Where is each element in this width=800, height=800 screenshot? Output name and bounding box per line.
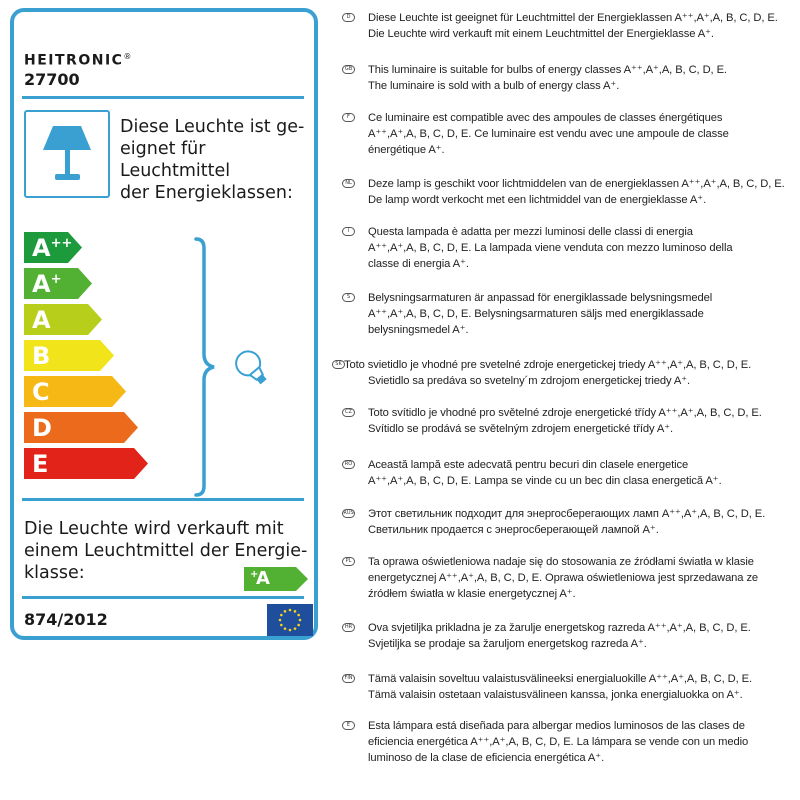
language-code-icon: NL bbox=[342, 179, 355, 188]
language-code-icon: CZ bbox=[342, 408, 355, 417]
suitable-classes-text: Diese Leuchte ist ge- eignet für Leuchtmittel der Energieklassen: bbox=[120, 117, 305, 203]
language-code-icon: E bbox=[342, 721, 355, 730]
top-divider bbox=[22, 96, 304, 99]
eu-star bbox=[297, 624, 300, 627]
energy-class-app: A++ bbox=[24, 232, 82, 263]
eu-star bbox=[294, 627, 297, 630]
model-number: 27700 bbox=[24, 70, 80, 89]
bulb-icon bbox=[228, 344, 276, 392]
brand-name: HEITRONIC® bbox=[24, 52, 133, 69]
eu-star bbox=[284, 627, 287, 630]
eu-star bbox=[294, 610, 297, 613]
eu-flag-icon bbox=[267, 604, 313, 636]
language-code-icon: S bbox=[342, 293, 355, 302]
bottom-divider bbox=[22, 596, 304, 599]
language-code-icon: RUS bbox=[343, 510, 354, 516]
language-code-icon: D bbox=[342, 13, 355, 22]
energy-label-card bbox=[10, 8, 318, 640]
eu-star bbox=[297, 614, 300, 617]
class-range-brace bbox=[194, 236, 224, 498]
energy-class-a: A bbox=[24, 304, 102, 335]
energy-class-c: C bbox=[24, 376, 126, 407]
language-code-icon: FIN bbox=[342, 674, 355, 683]
eu-star bbox=[299, 619, 302, 622]
language-code-icon: HR bbox=[342, 623, 355, 632]
lamp-icon bbox=[26, 112, 108, 196]
energy-class-b: B bbox=[24, 340, 114, 371]
language-code-icon: SK bbox=[332, 360, 345, 369]
eu-star bbox=[289, 629, 292, 632]
language-code-icon: I bbox=[342, 227, 355, 236]
eu-star bbox=[284, 610, 287, 613]
language-code-icon: F bbox=[342, 113, 355, 122]
sold-with-text: Die Leuchte wird verkauft mit einem Leuchtmittel der Energie- klasse: bbox=[24, 519, 308, 583]
language-code-icon: GB bbox=[342, 65, 355, 74]
regulation-number: 874/2012 bbox=[24, 610, 108, 629]
eu-star bbox=[279, 619, 282, 622]
language-code-icon: PL bbox=[342, 557, 355, 566]
eu-star bbox=[280, 624, 283, 627]
energy-class-ap: A+ bbox=[24, 268, 92, 299]
sold-class-badge: A + bbox=[244, 567, 308, 591]
middle-divider bbox=[22, 498, 304, 501]
energy-class-d: D bbox=[24, 412, 138, 443]
lamp-icon-box bbox=[24, 110, 110, 198]
energy-class-e: E bbox=[24, 448, 148, 479]
eu-star bbox=[289, 609, 292, 612]
language-code-icon: RO bbox=[342, 460, 355, 469]
eu-star bbox=[280, 614, 283, 617]
